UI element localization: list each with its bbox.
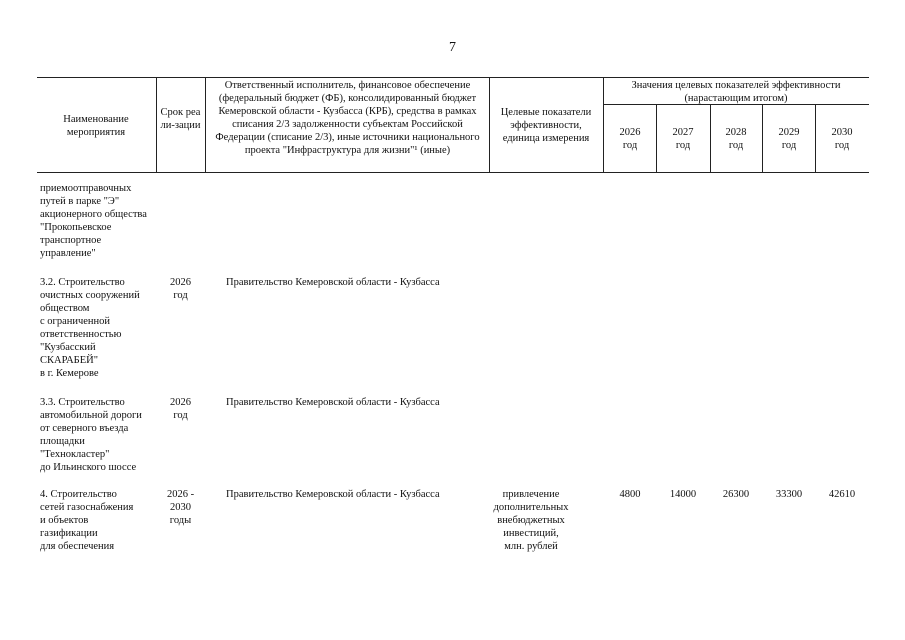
col-divider: [815, 104, 816, 172]
row-name: 3.3. Строительство автомобильной дороги от северного въезда площадки "Технокластер" до Ильинского шоссе: [40, 397, 142, 473]
header-target: Целевые показатели эффективности, единица измерения: [500, 107, 592, 144]
header-term: Срок реали-зации: [160, 107, 201, 131]
page-number: 7: [449, 40, 456, 55]
row-value: 42610: [828, 489, 856, 500]
row-responsible: Правительство Кемеровской области - Кузбасса: [226, 489, 440, 500]
row-responsible: Правительство Кемеровской области - Кузбасса: [226, 277, 440, 288]
col-divider: [489, 77, 490, 172]
col-divider: [156, 77, 157, 172]
header-responsible: Ответственный исполнитель, финансовое обеспечение (федеральный бюджет (ФБ), консолидированный бюджет Кемеровской области - Кузбасса (КРБ), средства в рамках списания 2/3 задолженности субъектам Российской Федерации (списание 2/3), иные источники национального проекта "Инфраструктура для жизни"¹ (иные): [215, 80, 480, 156]
header-year: 2029 год: [778, 127, 800, 151]
col-divider: [603, 77, 604, 172]
row-value: 26300: [722, 489, 750, 500]
table-top-border: [37, 77, 869, 78]
row-value: 33300: [775, 489, 803, 500]
header-values: Значения целевых показателей эффективности (нарастающим итогом): [631, 80, 841, 104]
col-divider: [205, 77, 206, 172]
header-bottom-border: [37, 172, 869, 173]
row-name: 4. Строительство сетей газоснабжения и объектов газификации для обеспечения: [40, 489, 134, 552]
col-divider: [710, 104, 711, 172]
row-term: 2026 год: [170, 397, 191, 421]
header-year: 2028 год: [725, 127, 747, 151]
row-name: 3.2. Строительство очистных сооружений обществом с ограниченной ответственностью "Кузбасский СКАРАБЕЙ" в г. Кемерове: [40, 277, 140, 379]
row-responsible: Правительство Кемеровской области - Кузбасса: [226, 397, 440, 408]
row-term: 2026 - 2030 годы: [166, 489, 195, 526]
header-year: 2030 год: [831, 127, 853, 151]
row-value: 14000: [669, 489, 697, 500]
row-term: 2026 год: [170, 277, 191, 301]
row-value: 4800: [619, 489, 641, 500]
header-name: Наименование мероприятия: [63, 114, 129, 138]
row-target: привлечение дополнительных внебюджетных инвестиций, млн. рублей: [493, 489, 569, 552]
col-divider: [762, 104, 763, 172]
col-divider: [656, 104, 657, 172]
row-name: приемоотправочных путей в парке "Э" акционерного общества "Прокопьевское транспортное управление": [40, 183, 147, 259]
header-year: 2026 год: [619, 127, 641, 151]
header-year: 2027 год: [672, 127, 694, 151]
